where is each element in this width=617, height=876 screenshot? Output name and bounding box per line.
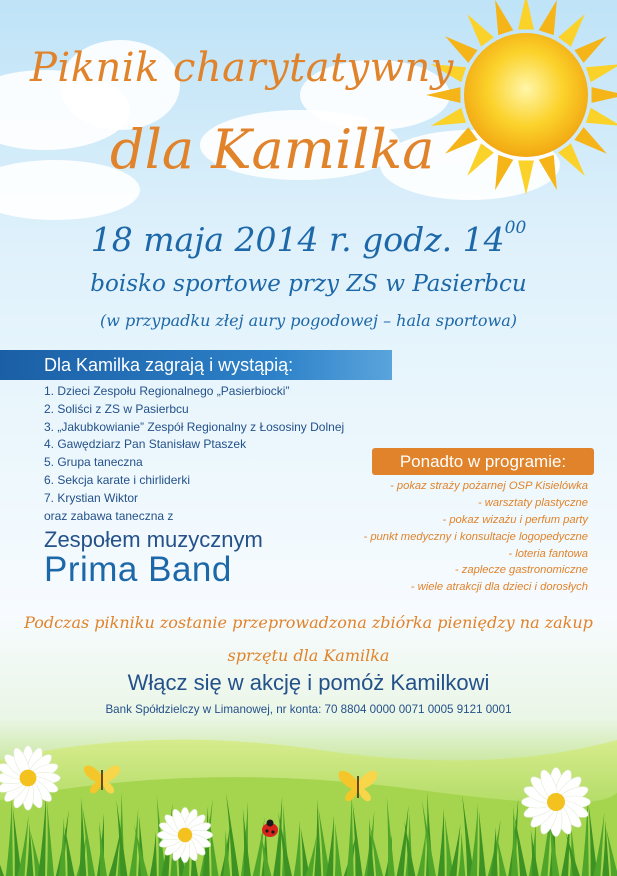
daisy-center (20, 770, 37, 787)
program-list (290, 478, 588, 596)
list-item: 6. Sekcja karate i chirliderki (44, 472, 191, 487)
list-item: 7. Krystian Wiktor (44, 490, 139, 505)
sun-ray (592, 87, 617, 103)
list-item: - zaplecze gastronomiczne (454, 564, 588, 577)
call-to-action: Włącz się w akcję i pomóż Kamilkowi (127, 670, 490, 695)
poster-title-line2: dla Kamilka (110, 118, 435, 181)
event-place: boisko sportowe przy ZS w Pasierbcu (90, 271, 527, 297)
sun-ray (574, 36, 607, 63)
list-item: - loteria fantowa (508, 547, 588, 560)
collection-note-line2: sprzętu dla Kamilka (227, 646, 390, 665)
weather-note: (w przypadku złej aury pogodowej – hala sportowa) (99, 311, 518, 330)
list-item: 3. „Jakubkowianie” Zespół Regionalny z Łososiny Dolnej (44, 419, 345, 434)
sun-ray (539, 0, 557, 35)
poster-title-line1: Piknik charytatywny (30, 45, 454, 91)
list-item: 4. Gawędziarz Pan Stanisław Ptaszek (44, 437, 247, 452)
band-name: Prima Band (44, 550, 232, 589)
daisy-center (178, 828, 192, 842)
band-intro: Zespołem muzycznym (44, 527, 263, 552)
collection-note-line1: Podczas pikniku zostanie przeprowadzona zbiórka pieniędzy na zakup (24, 613, 593, 632)
event-date-text: 18 maja 2014 r. godz. 14 (90, 220, 505, 259)
dance-intro: oraz zabawa taneczna z (44, 509, 174, 523)
daisy-center (547, 793, 565, 811)
list-item: - pokaz straży pożarnej OSP Kisielówka (390, 480, 588, 492)
sun-ray (558, 14, 585, 47)
sun-ray (495, 0, 513, 35)
list-item: - wiele atrakcji dla dzieci i dorosłych (410, 581, 588, 594)
event-time-superscript: 00 (504, 218, 527, 238)
sun-ray (518, 161, 534, 195)
performers-heading: Dla Kamilka zagrają i wystąpią: (44, 355, 294, 375)
sun-ray (467, 14, 494, 47)
list-item: 2. Soliści z ZS w Pasierbcu (44, 401, 189, 416)
list-item: 1. Dzieci Zespołu Regionalnego „Pasierbiocki” (44, 384, 290, 398)
meadow-illustration (0, 720, 617, 876)
collection-note (14, 606, 603, 672)
sun-ray (586, 64, 617, 82)
program-heading: Ponadto w programie: (372, 448, 594, 475)
event-date (0, 206, 617, 262)
list-item: 5. Grupa taneczna (44, 455, 143, 470)
sun-ray (586, 108, 617, 126)
list-item: - punkt medyczny i konsultacje logopedyczne (363, 530, 588, 543)
daisy-icon (522, 768, 591, 837)
sun-ray (574, 127, 607, 154)
sun-ray (539, 155, 557, 190)
sun-ray (558, 143, 585, 176)
bank-account: Bank Spółdzielczy w Limanowej, nr konta: 70 8804 0000 0071 0005 9121 0001 (105, 703, 512, 716)
sun-ray (518, 0, 534, 29)
daisy-icon (157, 807, 212, 862)
daisy-icon (0, 746, 60, 810)
list-item: - warsztaty plastyczne (477, 496, 588, 509)
list-item: - pokaz wizażu i perfum party (442, 513, 588, 526)
